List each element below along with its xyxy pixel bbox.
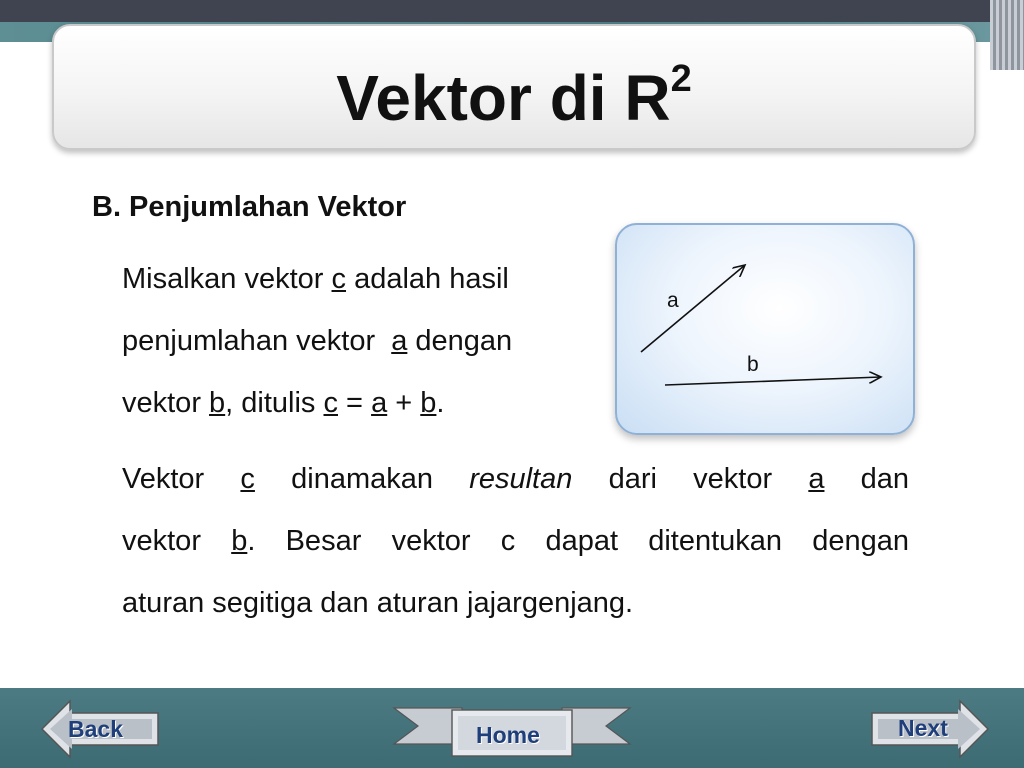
paragraph1-line3 [122, 387, 444, 420]
text: c [500, 525, 516, 557]
title-box [52, 24, 976, 150]
paragraph1-line2 [122, 325, 512, 358]
vector-a-arrow [641, 265, 745, 352]
vector-b-ref: b. [231, 525, 256, 557]
bottom-nav-band [0, 688, 1024, 768]
vector-b-arrow [665, 377, 881, 385]
vector-diagram-svg [617, 225, 913, 433]
paragraph2-line1 [122, 463, 909, 496]
vector-c: c [240, 463, 255, 495]
text: penjumlahan vektor [122, 325, 392, 357]
section-heading: B. Penjumlahan Vektor [92, 191, 407, 223]
vector-a: a [371, 387, 388, 419]
text: ditentukan [648, 525, 783, 557]
text: adalah hasil [346, 263, 509, 295]
text: Vektor [122, 463, 205, 495]
text: Besar [285, 525, 362, 557]
vector-a: a [391, 325, 408, 357]
text: dinamakan [291, 463, 433, 495]
text: = [338, 387, 372, 419]
page-title [54, 58, 974, 134]
text: , ditulis [225, 387, 324, 419]
next-label: Next [898, 715, 948, 741]
text: vektor [122, 387, 210, 419]
vector-b: b [231, 525, 248, 557]
paragraph2-line2 [122, 525, 909, 558]
vector-a-label: a [667, 289, 679, 312]
vector-b: b [420, 387, 437, 419]
term-resultan: resultan [469, 463, 573, 495]
text: dan [860, 463, 910, 495]
back-button[interactable] [38, 697, 162, 761]
home-button[interactable] [392, 702, 632, 764]
text: dengan [407, 325, 513, 357]
text: dapat [545, 525, 619, 557]
text: Misalkan vektor [122, 263, 332, 295]
paragraph1-line1 [122, 263, 509, 296]
title-main: Vektor di R [336, 62, 671, 134]
decorative-stripes [990, 0, 1024, 70]
top-band [0, 0, 1024, 22]
vector-a: a [808, 463, 825, 495]
text: vektor [391, 525, 471, 557]
vector-c: c [323, 387, 338, 419]
vector-diagram [615, 223, 915, 435]
text: + [387, 387, 421, 419]
text: dari [608, 463, 657, 495]
paragraph2-line3: aturan segitiga dan aturan jajargenjang. [122, 587, 634, 619]
title-superscript: 2 [670, 58, 692, 100]
next-button[interactable] [868, 697, 992, 761]
vector-b: b [209, 387, 226, 419]
text: vektor [122, 525, 201, 557]
vector-b-label: b [747, 353, 759, 376]
text: . [436, 387, 445, 419]
text: dengan [812, 525, 910, 557]
back-label: Back [68, 716, 123, 742]
text: vektor [693, 463, 773, 495]
home-label: Home [476, 722, 540, 748]
vector-c: c [331, 263, 347, 295]
